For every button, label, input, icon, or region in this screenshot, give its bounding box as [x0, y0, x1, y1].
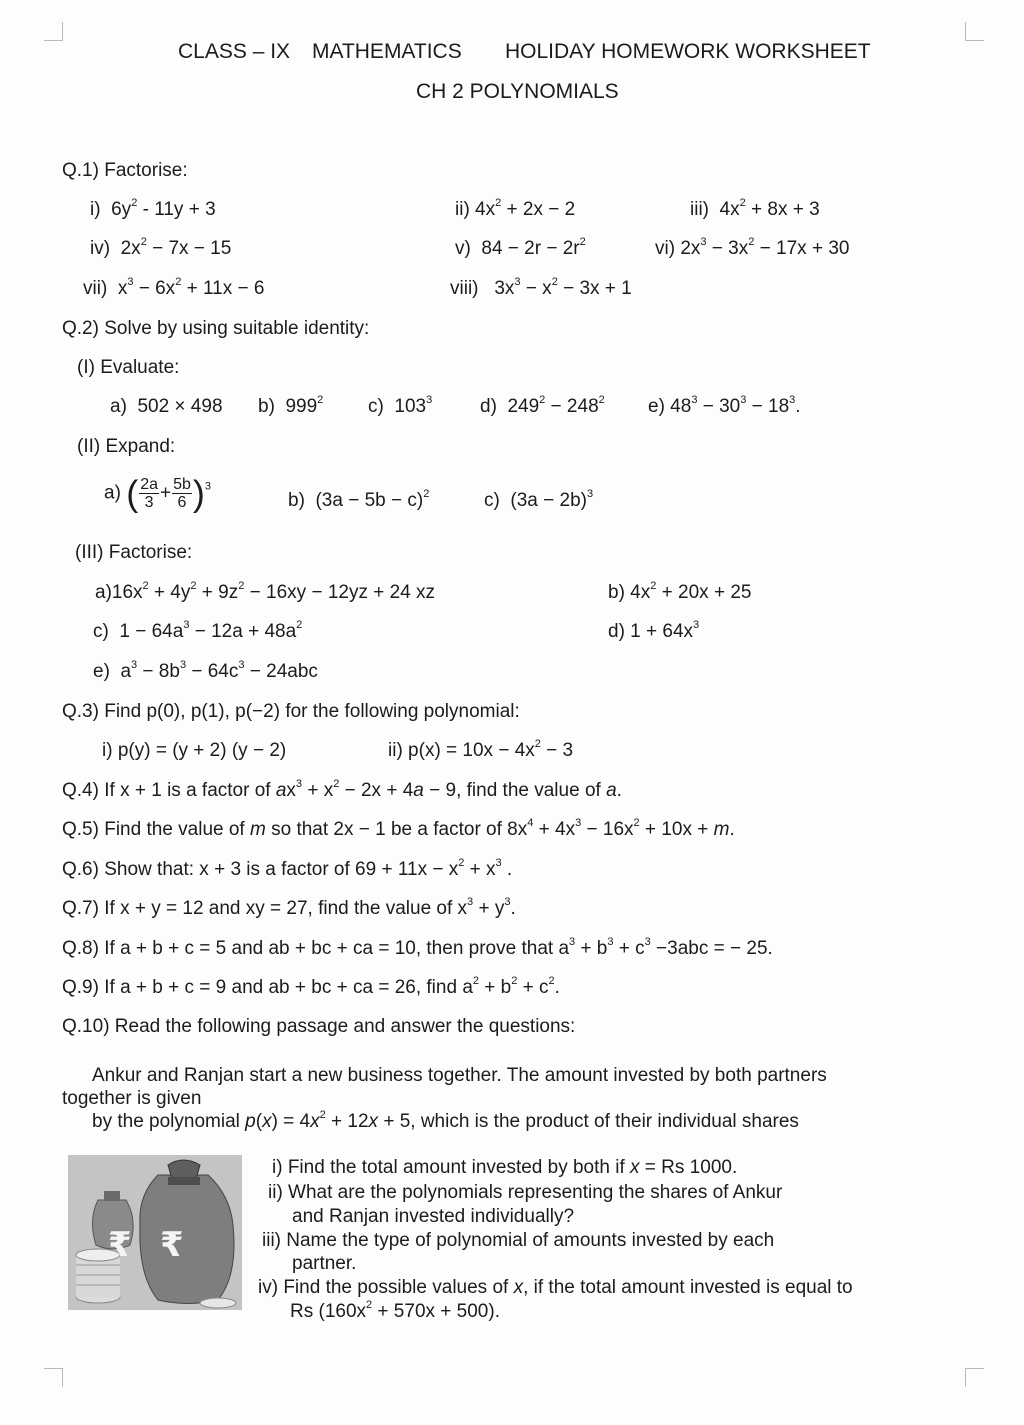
rupee-symbols: ₹ ₹ [108, 1226, 184, 1264]
chapter-title: CH 2 POLYNOMIALS [416, 80, 619, 103]
q2-evaluate-b: b) $999^2$ [258, 394, 324, 417]
q1-item-iv: iv) $2x^2 - 7x - 15$ [90, 236, 232, 259]
q2-evaluate-d: d) $249^2 - 248^2$ [480, 394, 605, 417]
q10-passage-line3-end: which is the product of their individual shares [420, 1111, 799, 1132]
q4: Q.4) If x + 1 is a factor of $ax^3 + x^2 - 2x + 4a - 9$, find the value of a. [62, 778, 622, 801]
q10-heading: Q.10) Read the following passage and answer the questions: [62, 1016, 576, 1037]
q10-sub-ii-b: and Ranjan invested individually? [292, 1206, 575, 1227]
q2-expand-c: c) $(3a - 2b)^3$ [484, 488, 594, 511]
q7-text: Q.7) If x + y = 12 and xy = 27, find the value of x [62, 898, 468, 919]
crop-mark-top-right [965, 22, 984, 41]
q1-item-iii: iii) $4x^2 + 8x + 3$ [690, 197, 820, 220]
q2-factorise-e: e) $a^3 - 8b^3 - 64c^3 - 24abc$ [93, 659, 318, 682]
q10-passage-line3: by the polynomial $p(x) = 4x^2 + 12x + 5$, which is the product of their individual shares [92, 1109, 799, 1132]
q3-item-ii: ii) $p(x) = 10x - 4x^2 - 3$ [388, 738, 574, 761]
q9-text: Q.9) If a + b + c = 9 and ab + bc + ca = 26, find a [62, 977, 473, 998]
q2-part2-heading: (II) Expand: [77, 436, 176, 457]
subject-label: MATHEMATICS [312, 40, 462, 63]
q1-item-ii: ii) $4x^2 + 2x - 2$ [455, 197, 576, 220]
crop-mark-bottom-right [965, 1368, 984, 1387]
class-label: CLASS – IX [178, 40, 291, 63]
q2-evaluate-c: c) $103^3$ [368, 394, 433, 417]
q2-evaluate-e: e) $48^3 - 30^3 - 18^3$. [648, 394, 801, 417]
q2-factorise-b: b) $4x^2 + 20x + 25$ [608, 580, 752, 603]
q3-heading: Q.3) Find p(0), p(1), p(−2) for the following polynomial: [62, 701, 520, 722]
q6: Q.6) Show that: x + 3 is a factor of $69 + 11x - x^2 + x^3$ . [62, 857, 513, 880]
q10-sub-i: i) Find the total amount invested by both if x = Rs 1000. [272, 1157, 738, 1178]
q2-part3-heading: (III) Factorise: [75, 542, 193, 563]
q1-item-vi: vi) $2x^3 - 3x^2 - 17x + 30$ [655, 236, 850, 259]
q2-expand-b: b) $(3a - 5b - c)^2$ [288, 488, 430, 511]
q7: Q.7) If x + y = 12 and xy = 27, find the value of $x^3 + y^3$. [62, 896, 516, 919]
q2-factorise-c: c) $1 - 64a^3 - 12a + 48a^2$ [93, 619, 303, 642]
q5: Q.5) Find the value of m so that 2x − 1 be a factor of $8x^4 + 4x^3 - 16x^2 + 10x + m$. [62, 817, 735, 840]
q2-heading: Q.2) Solve by using suitable identity: [62, 318, 370, 339]
q5-text: Q.5) Find the value of [62, 819, 245, 840]
q10-sub-iii-b: partner. [292, 1253, 357, 1274]
q1-item-v: v) $84 - 2r - 2r^2$ [455, 236, 586, 259]
q10-sub-iii-a: iii) Name the type of polynomial of amounts invested by each [262, 1230, 775, 1251]
worksheet-title: HOLIDAY HOMEWORK WORKSHEET [505, 40, 871, 63]
crop-mark-bottom-left [44, 1368, 63, 1387]
q10-passage-line3-start: by the polynomial [92, 1111, 240, 1132]
q1-item-viii: viii) $3x^3 - x^2 - 3x + 1$ [450, 276, 632, 299]
q2-part1-heading: (I) Evaluate: [77, 357, 180, 378]
q1-item-vii: vii) $x^3 - 6x^2 + 11x - 6$ [83, 276, 265, 299]
q8: Q.8) If a + b + c = 5 and ab + bc + ca = 10, then prove that $a^3 + b^3 + c^3 -3abc$ = − 25. [62, 936, 773, 959]
q10-sub-iv-b: Rs $(160x^2 + 570x + 500)$. [290, 1299, 500, 1322]
money-bag-image [68, 1155, 242, 1310]
q6-text: Q.6) Show that: x + 3 is a factor of 69 + 11x − x [62, 859, 459, 880]
q2-factorise-a: $a)16x^2 + 4y^2 + 9z^2 - 16xy - 12yz + 24$ xz [95, 580, 436, 603]
crop-mark-top-left [44, 22, 63, 41]
q10-sub-ii-a: ii) What are the polynomials representing the shares of Ankur [268, 1182, 783, 1203]
q3-item-i: i) p(y) = (y + 2) (y − 2) [102, 740, 287, 761]
q9: Q.9) If a + b + c = 9 and ab + bc + ca = 26, find $a^2 + b^2 + c^2$. [62, 975, 560, 998]
q2-factorise-d: d) $1 + 64x^3$ [608, 619, 700, 642]
q10-sub-iv-a: iv) Find the possible values of x, if the total amount invested is equal to [258, 1277, 853, 1298]
q2-evaluate-a: a) 502 × 498 [110, 396, 223, 417]
q4-text: Q.4) If x + 1 is a factor of [62, 780, 271, 801]
q10-passage-line1: Ankur and Ranjan start a new business together. The amount invested by both partners [92, 1065, 827, 1086]
q1-item-i: i) $6y^2 - 11y + 3$ [90, 197, 216, 220]
q10-passage-line2: together is given [62, 1088, 202, 1109]
q8-text: Q.8) If a + b + c = 5 and ab + bc + ca = 10, then prove that a [62, 938, 570, 959]
q1-heading: Q.1) Factorise: [62, 160, 188, 181]
q2-expand-a: a) ( $\frac{2a}{3}$ + $\frac{5b}{6}$ )$^3$ [104, 472, 212, 514]
